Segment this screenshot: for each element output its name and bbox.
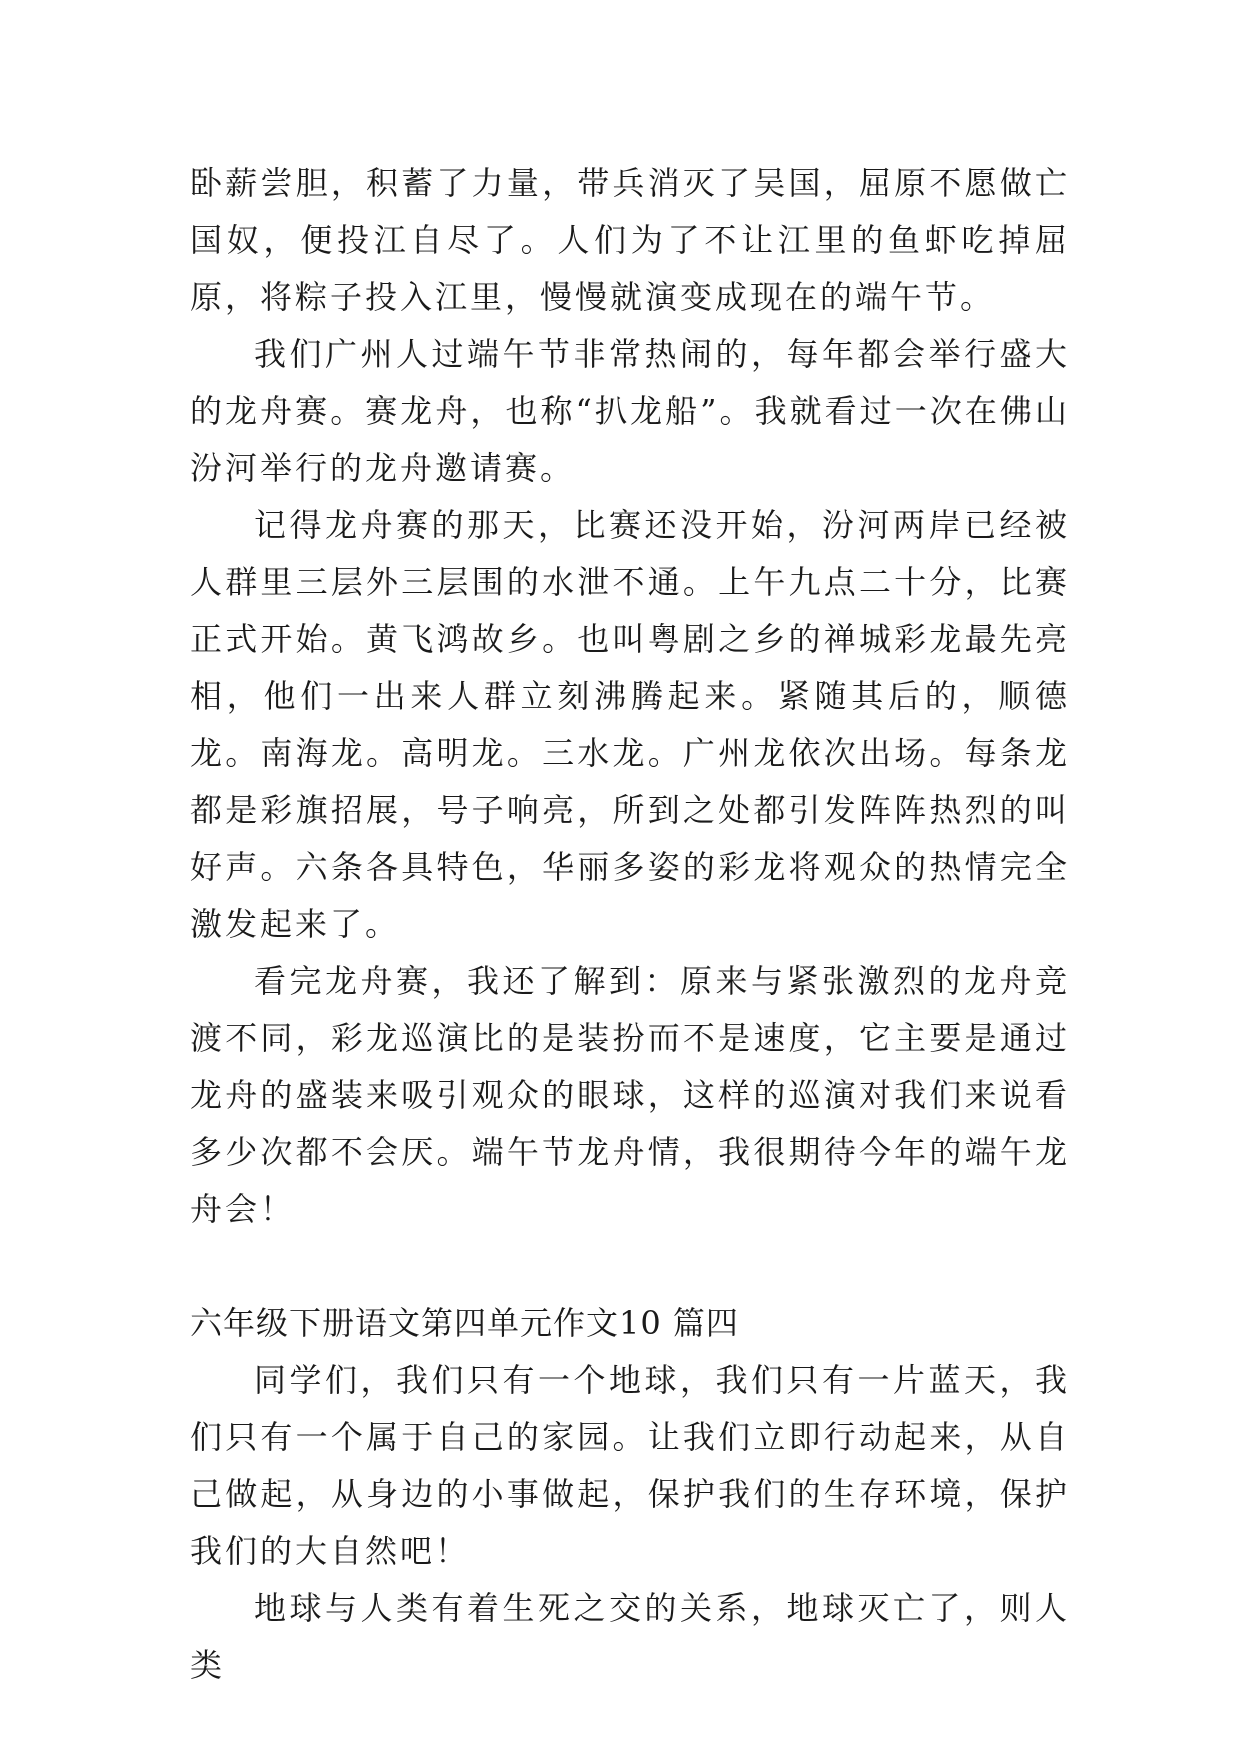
document-body [190,155,1070,1694]
paragraph-continuation: 卧薪尝胆，积蓄了力量，带兵消灭了吴国，屈原不愿做亡国奴，便投江自尽了。人们为了不让江里的鱼虾吃掉屈原，将粽子投入江里，慢慢就演变成现在的端午节。 [190,164,1070,316]
paragraph-earth-and-humans: 地球与人类有着生死之交的关系，地球灭亡了，则人类 [190,1589,1070,1684]
paragraph-after-race: 看完龙舟赛，我还了解到：原来与紧张激烈的龙舟竞渡不同，彩龙巡演比的是装扮而不是速度，它主要是通过龙舟的盛装来吸引观众的眼球，这样的巡演对我们来说看多少次都不会厌。端午节龙舟情，我很期待今年的端午龙舟会！ [190,962,1070,1228]
paragraph-guangzhou-dragon-boat: 我们广州人过端午节非常热闹的，每年都会举行盛大的龙舟赛。赛龙舟，也称“扒龙船”。我就看过一次在佛山汾河举行的龙舟邀请赛。 [190,335,1070,487]
paragraph-one-earth: 同学们，我们只有一个地球，我们只有一片蓝天，我们只有一个属于自己的家园。让我们立即行动起来，从自己做起，从身边的小事做起，保护我们的生存环境，保护我们的大自然吧！ [190,1361,1070,1570]
paragraph-race-day: 记得龙舟赛的那天，比赛还没开始，汾河两岸已经被人群里三层外三层围的水泄不通。上午九点二十分，比赛正式开始。黄飞鸿故乡。也叫粤剧之乡的禅城彩龙最先亮相，他们一出来人群立刻沸腾起来。紧随其后的，顺德龙。南海龙。高明龙。三水龙。广州龙依次出场。每条龙都是彩旗招展，号子响亮，所到之处都引发阵阵热烈的叫好声。六条各具特色，华丽多姿的彩龙将观众的热情完全激发起来了。 [190,506,1070,943]
section-heading: 六年级下册语文第四单元作文10 篇四 [190,1304,739,1342]
